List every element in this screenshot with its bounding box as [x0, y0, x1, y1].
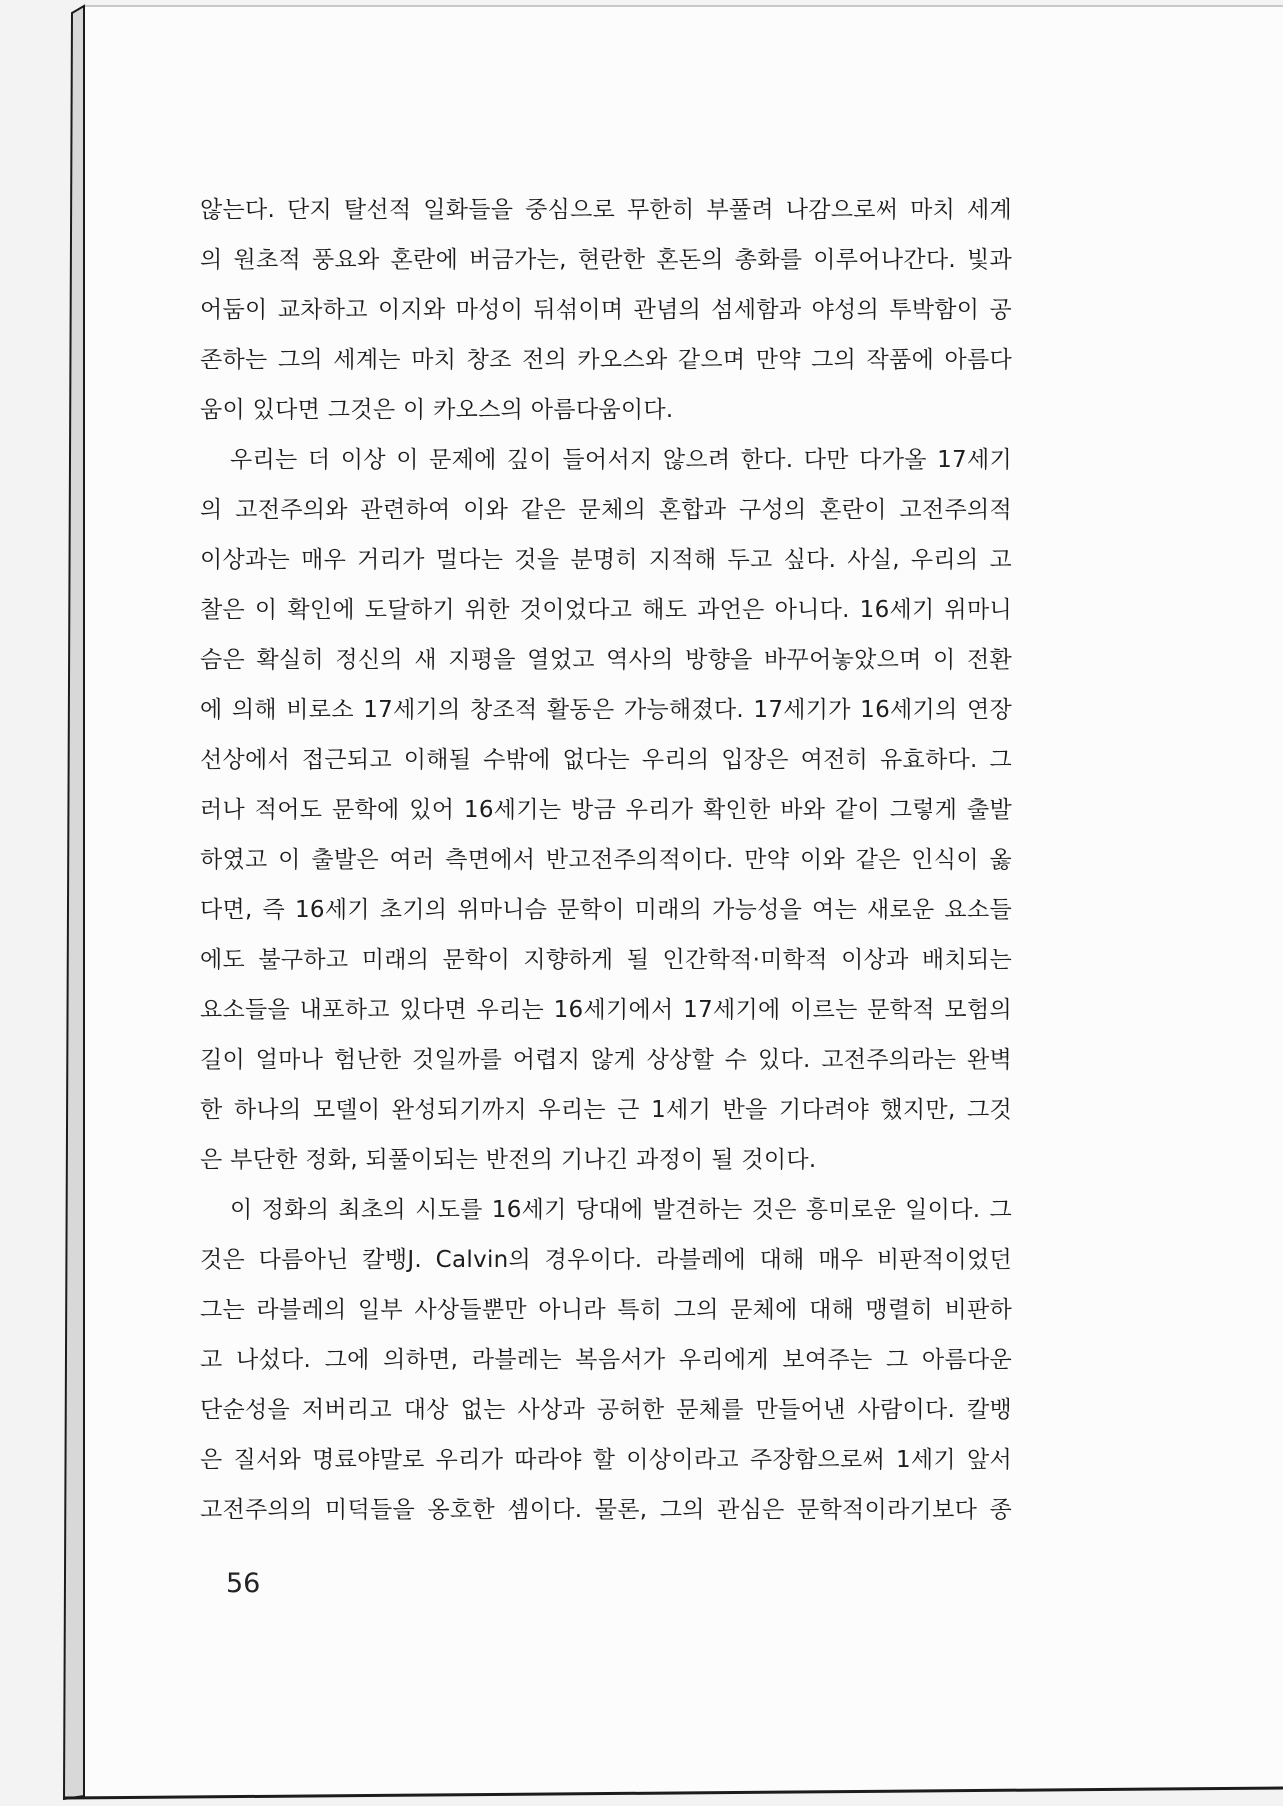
text-line: 선상에서 접근되고 이해될 수밖에 없다는 우리의 입장은 여전히 유효하다. 그: [200, 747, 1012, 773]
text-line: 이상과는 매우 거리가 멀다는 것을 분명히 지적해 두고 싶다. 사실, 우리의 고: [200, 547, 1012, 573]
text-line: 에도 불구하고 미래의 문학이 지향하게 될 인간학적·미학적 이상과 배치되는: [200, 947, 1012, 973]
text-line: 은 부단한 정화, 되풀이되는 반전의 기나긴 과정이 될 것이다.: [200, 1147, 817, 1173]
page-number: 56: [226, 1568, 261, 1599]
text-line: 의 원초적 풍요와 혼란에 버금가는, 현란한 혼돈의 총화를 이루어나간다. 빛과: [200, 247, 1012, 273]
text-line: 은 질서와 명료야말로 우리가 따라야 할 이상이라고 주장함으로써 1세기 앞서: [200, 1447, 1012, 1473]
text-line: 찰은 이 확인에 도달하기 위한 것이었다고 해도 과언은 아니다. 16세기 위마니: [200, 597, 1012, 623]
body-text: [200, 185, 1012, 1535]
text-line: 그는 라블레의 일부 사상들뿐만 아니라 특히 그의 문체에 대해 맹렬히 비판하: [200, 1297, 1012, 1323]
text-line: 단순성을 저버리고 대상 없는 사상과 공허한 문체를 만들어낸 사람이다. 칼뱅: [200, 1397, 1012, 1423]
text-line: 러나 적어도 문학에 있어 16세기는 방금 우리가 확인한 바와 같이 그렇게 출발: [200, 797, 1012, 823]
text-line: 의 고전주의와 관련하여 이와 같은 문체의 혼합과 구성의 혼란이 고전주의적: [200, 497, 1012, 523]
text-line: 움이 있다면 그것은 이 카오스의 아름다움이다.: [200, 397, 674, 423]
text-line: 고전주의의 미덕들을 옹호한 셈이다. 물론, 그의 관심은 문학적이라기보다 종: [200, 1497, 1012, 1523]
text-line: 어둠이 교차하고 이지와 마성이 뒤섞이며 관념의 섬세함과 야성의 투박함이 공: [200, 297, 1012, 323]
text-line: 다면, 즉 16세기 초기의 위마니슴 문학이 미래의 가능성을 여는 새로운 요소들: [200, 897, 1012, 923]
text-line: 우리는 더 이상 이 문제에 깊이 들어서지 않으려 한다. 다만 다가올 17세기: [230, 447, 1012, 473]
text-line: 길이 얼마나 험난한 것일까를 어렵지 않게 상상할 수 있다. 고전주의라는 완벽: [200, 1047, 1012, 1073]
text-line: 한 하나의 모델이 완성되기까지 우리는 근 1세기 반을 기다려야 했지만, 그것: [200, 1097, 1012, 1123]
text-line: 것은 다름아닌 칼뱅J. Calvin의 경우이다. 라블레에 대해 매우 비판적이었던: [200, 1247, 1012, 1273]
text-line: 이 정화의 최초의 시도를 16세기 당대에 발견하는 것은 흥미로운 일이다. 그: [230, 1197, 1012, 1223]
text-line: 않는다. 단지 탈선적 일화들을 중심으로 무한히 부풀려 나감으로써 마치 세계: [200, 197, 1012, 223]
text-line: 고 나섰다. 그에 의하면, 라블레는 복음서가 우리에게 보여주는 그 아름다운: [200, 1347, 1012, 1373]
text-line: 슴은 확실히 정신의 새 지평을 열었고 역사의 방향을 바꾸어놓았으며 이 전환: [200, 647, 1012, 673]
text-line: 요소들을 내포하고 있다면 우리는 16세기에서 17세기에 이르는 문학적 모험의: [200, 997, 1012, 1023]
text-line: 에 의해 비로소 17세기의 창조적 활동은 가능해졌다. 17세기가 16세기의 연장: [200, 697, 1012, 723]
text-line: 하였고 이 출발은 여러 측면에서 반고전주의적이다. 만약 이와 같은 인식이 옳: [200, 847, 1012, 873]
page-left-edge-strip: [64, 6, 84, 1799]
text-line: 존하는 그의 세계는 마치 창조 전의 카오스와 같으며 만약 그의 작품에 아름다: [200, 347, 1012, 373]
